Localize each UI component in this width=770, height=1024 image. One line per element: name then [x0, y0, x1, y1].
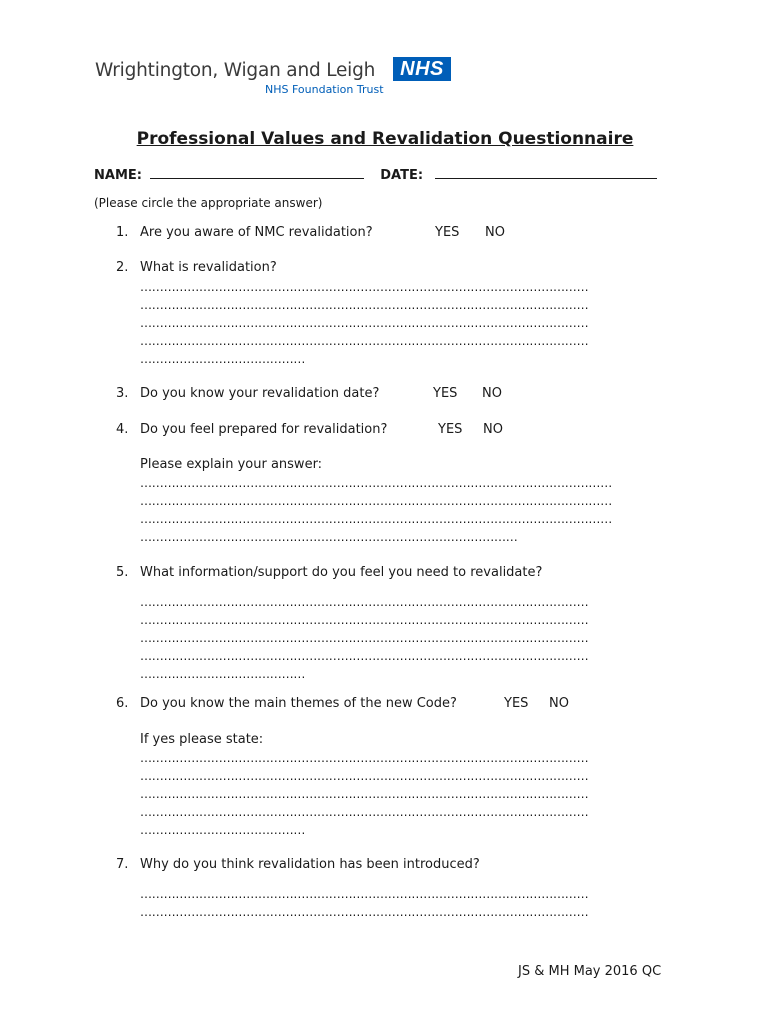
- answer-line[interactable]: ……………………………………………………………………………………………………: [140, 805, 589, 819]
- question-text: Do you feel prepared for revalidation?: [140, 422, 388, 437]
- answer-line[interactable]: ……………………………………………………………………………………………………: [140, 905, 589, 919]
- question-number: 2.: [116, 260, 129, 275]
- yes-option[interactable]: YES: [435, 225, 460, 240]
- answer-line[interactable]: …………………………………………………………………………………………………………: [140, 494, 613, 508]
- question-text: Why do you think revalidation has been introduced?: [140, 857, 480, 872]
- trust-name: NHS Foundation Trust: [265, 83, 384, 96]
- nhs-logo: NHS: [393, 57, 451, 81]
- no-option[interactable]: NO: [482, 386, 502, 401]
- date-label: DATE:: [380, 168, 424, 183]
- answer-line[interactable]: ……………………………………………………………………………………………………: [140, 769, 589, 783]
- answer-line[interactable]: ……………………………………………………………………………………: [140, 530, 518, 544]
- yes-option[interactable]: YES: [433, 386, 458, 401]
- instruction-text: (Please circle the appropriate answer): [94, 196, 323, 210]
- name-date-row: [94, 166, 657, 183]
- answer-line[interactable]: ……………………………………: [140, 667, 306, 681]
- answer-line[interactable]: ……………………………………………………………………………………………………: [140, 613, 589, 627]
- question-text: What is revalidation?: [140, 260, 277, 275]
- question-number: 1.: [116, 225, 129, 240]
- footer-reference: JS & MH May 2016 QC: [518, 964, 662, 979]
- answer-line[interactable]: ……………………………………………………………………………………………………: [140, 887, 589, 901]
- organisation-name: Wrightington, Wigan and Leigh: [95, 60, 376, 81]
- question-text: Do you know your revalidation date?: [140, 386, 380, 401]
- answer-line[interactable]: ……………………………………………………………………………………………………: [140, 631, 589, 645]
- answer-line[interactable]: ……………………………………: [140, 352, 306, 366]
- answer-line[interactable]: ……………………………………………………………………………………………………: [140, 334, 589, 348]
- answer-line[interactable]: ……………………………………………………………………………………………………: [140, 280, 589, 294]
- question-text: Do you know the main themes of the new Code?: [140, 696, 457, 711]
- date-field[interactable]: [435, 166, 657, 179]
- answer-line[interactable]: ……………………………………………………………………………………………………: [140, 751, 589, 765]
- question-text: Are you aware of NMC revalidation?: [140, 225, 373, 240]
- question-number: 5.: [116, 565, 129, 580]
- question-number: 6.: [116, 696, 129, 711]
- answer-line[interactable]: ……………………………………………………………………………………………………: [140, 316, 589, 330]
- answer-line[interactable]: …………………………………………………………………………………………………………: [140, 512, 613, 526]
- answer-line[interactable]: ……………………………………………………………………………………………………: [140, 298, 589, 312]
- answer-line[interactable]: ……………………………………………………………………………………………………: [140, 787, 589, 801]
- yes-option[interactable]: YES: [504, 696, 529, 711]
- answer-line[interactable]: …………………………………………………………………………………………………………: [140, 476, 613, 490]
- page-title: Professional Values and Revalidation Questionnaire: [136, 129, 634, 149]
- answer-line[interactable]: ……………………………………………………………………………………………………: [140, 649, 589, 663]
- answer-line[interactable]: ……………………………………: [140, 823, 306, 837]
- question-number: 7.: [116, 857, 129, 872]
- answer-line[interactable]: ……………………………………………………………………………………………………: [140, 595, 589, 609]
- no-option[interactable]: NO: [549, 696, 569, 711]
- yes-option[interactable]: YES: [438, 422, 463, 437]
- no-option[interactable]: NO: [485, 225, 505, 240]
- name-label: NAME:: [94, 168, 142, 183]
- follow-up-prompt: If yes please state:: [140, 732, 264, 747]
- no-option[interactable]: NO: [483, 422, 503, 437]
- question-text: What information/support do you feel you need to revalidate?: [140, 565, 543, 580]
- follow-up-prompt: Please explain your answer:: [140, 457, 323, 472]
- name-field[interactable]: [150, 166, 364, 179]
- question-number: 3.: [116, 386, 129, 401]
- question-number: 4.: [116, 422, 129, 437]
